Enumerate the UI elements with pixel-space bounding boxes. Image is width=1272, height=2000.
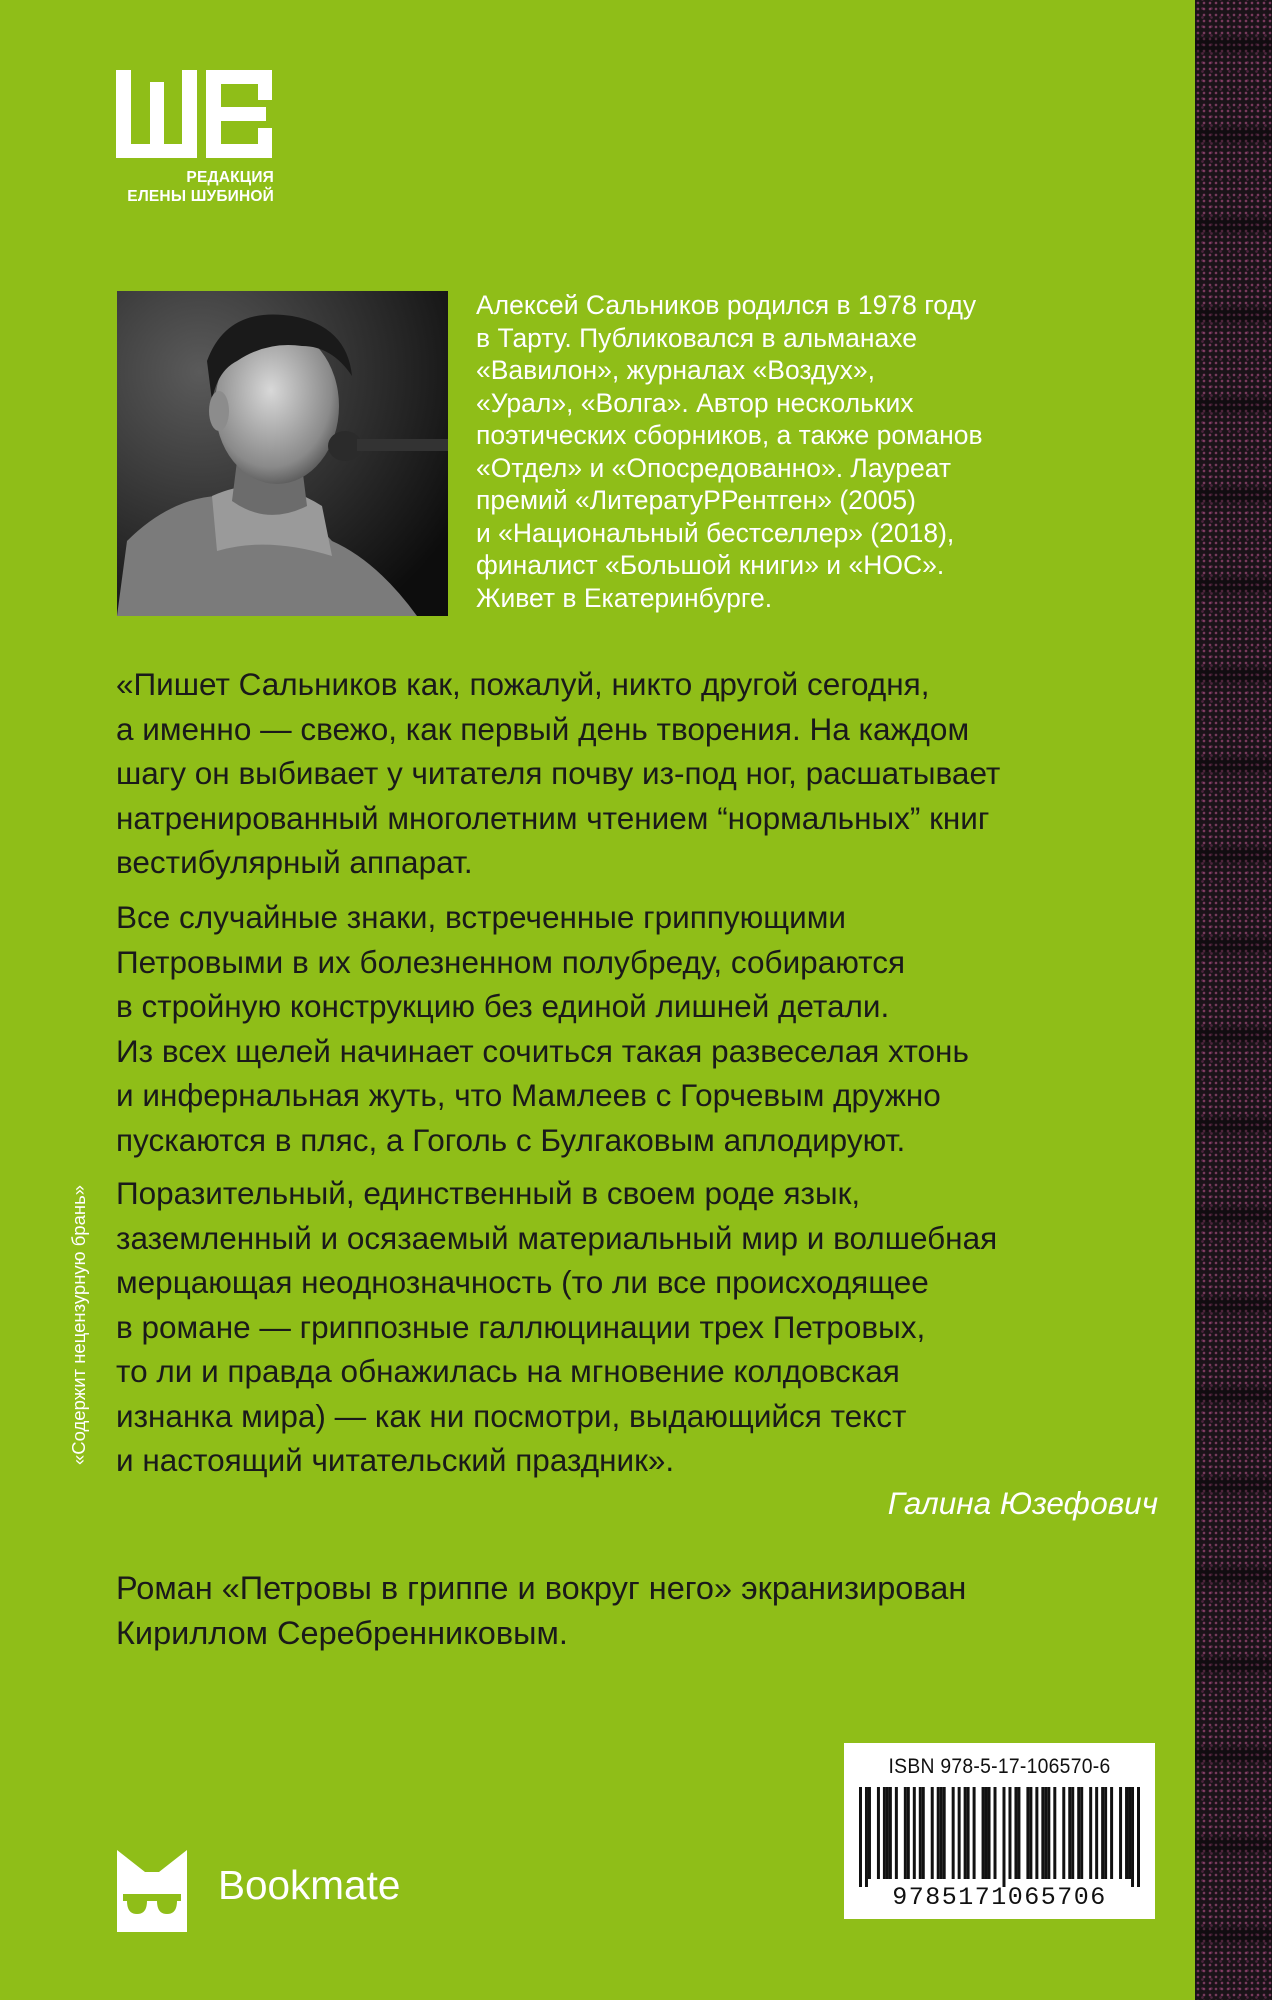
- barcode-bar: [1104, 1787, 1107, 1879]
- barcode-digits: 9785171065706: [892, 1883, 1107, 1912]
- barcode-bar: [964, 1787, 967, 1879]
- barcode-bar: [931, 1787, 934, 1879]
- author-bio: [476, 289, 1096, 614]
- bio-line: Живет в Екатеринбурге.: [476, 582, 773, 613]
- barcode-bar: [907, 1787, 910, 1879]
- barcode-bar: [1014, 1787, 1017, 1879]
- review-line: Поразительный, единственный в своем роде язык,: [116, 1175, 861, 1211]
- barcode-bar: [1128, 1787, 1131, 1879]
- barcode-bar: [1029, 1787, 1032, 1879]
- review-line: и настоящий читательский праздник».: [116, 1442, 675, 1478]
- barcode-bar: [1047, 1787, 1050, 1879]
- barcode-bar: [982, 1787, 985, 1879]
- barcode-bar: [1125, 1787, 1128, 1879]
- isbn-label: ISBN 978-5-17-106570-6: [888, 1755, 1111, 1778]
- bio-line: премий «ЛитератуРРентген» (2005): [476, 485, 916, 515]
- barcode-bar: [1053, 1787, 1056, 1879]
- author-photo: [117, 291, 448, 616]
- barcode-bar: [1035, 1787, 1038, 1879]
- barcode-bar: [868, 1787, 871, 1879]
- barcode-bar: [1017, 1787, 1020, 1879]
- barcode-bar: [865, 1787, 868, 1887]
- bio-line: в Тарту. Публиковался в альманахе: [476, 322, 917, 353]
- barcode-bar: [1101, 1787, 1104, 1879]
- barcode-bar: [889, 1787, 892, 1879]
- publisher-logo-icon: [116, 70, 276, 160]
- barcode-bar: [1044, 1787, 1047, 1879]
- review-line: и инфернальная жуть, что Мамлеев с Горчевым дружно: [116, 1077, 941, 1113]
- review-line: в стройную конструкцию без единой лишней детали.: [116, 988, 890, 1024]
- barcode-bar: [952, 1787, 955, 1879]
- content-warning-text: «Содержит нецензурную брань»: [68, 1184, 89, 1466]
- barcode-bar: [1008, 1787, 1011, 1879]
- barcode-bar: [922, 1787, 925, 1879]
- content-warning: [59, 1120, 99, 1530]
- barcode-bar: [1089, 1787, 1092, 1879]
- bio-line: «Отдел» и «Опосредованно». Лауреат: [476, 452, 951, 483]
- barcode-bar: [877, 1787, 880, 1879]
- logo-line-1: РЕДАКЦИЯ: [186, 169, 274, 186]
- review-paragraph-1: [116, 662, 1196, 885]
- bio-line: Алексей Сальников родился в 1978 году: [476, 290, 977, 320]
- barcode-bar: [895, 1787, 898, 1879]
- review-line: изнанка мира) — как ни посмотри, выдающийся текст: [116, 1397, 907, 1434]
- bio-line: и «Национальный бестселлер» (2018),: [476, 517, 955, 548]
- barcode-bar: [1095, 1787, 1098, 1879]
- note-line: Кириллом Серебренниковым.: [116, 1614, 568, 1651]
- barcode-bar: [1062, 1787, 1065, 1879]
- note-line: Роман «Петровы в гриппе и вокруг него» экранизирован: [116, 1570, 967, 1606]
- barcode-bar: [1026, 1787, 1029, 1879]
- barcode-bar: [937, 1787, 940, 1879]
- barcode-bar: [1110, 1787, 1113, 1879]
- barcode-bar: [973, 1787, 976, 1879]
- barcode-bar: [1131, 1787, 1134, 1887]
- spine-pattern: [1195, 0, 1272, 2000]
- barcode-bar: [994, 1787, 997, 1879]
- barcode-bar: [985, 1787, 988, 1879]
- barcode-bar: [1080, 1787, 1083, 1879]
- review-line: Петровыми в их болезненном полубреду, собираются: [116, 943, 906, 980]
- barcode-bar: [1071, 1787, 1074, 1879]
- review-paragraph-3: [116, 1171, 1196, 1483]
- review-line: Все случайные знаки, встреченные гриппующими: [116, 899, 847, 935]
- barcode-bar: [1041, 1787, 1044, 1879]
- review-line: мерцающая неоднозначность (то ли все происходящее: [116, 1264, 929, 1300]
- publisher-name: Bookmate: [218, 1862, 401, 1908]
- review-line: пускаются в пляс, а Гоголь с Булгаковым аплодируют.: [116, 1121, 906, 1158]
- review-line: натренированный многолетним чтением “нормальных” книг: [116, 799, 990, 836]
- barcode-bar: [988, 1787, 991, 1879]
- barcode-bar: [1068, 1787, 1071, 1879]
- review-line: а именно — свежо, как первый день творения. На каждом: [116, 710, 970, 747]
- logo-line-2: ЕЛЕНЫ ШУБИНОЙ: [127, 188, 274, 205]
- film-adaptation-note: [116, 1566, 1176, 1655]
- review-line: Из всех щелей начинает сочиться такая развеселая хтонь: [116, 1032, 969, 1069]
- barcode-bar: [1077, 1787, 1080, 1879]
- barcode-bar: [883, 1787, 886, 1879]
- barcode-bar: [904, 1787, 907, 1879]
- barcode-bar: [940, 1787, 943, 1879]
- review-signature: Галина Юзефович: [887, 1485, 1158, 1521]
- review-line: в романе — гриппозные галлюцинации трех Петровых,: [116, 1308, 926, 1345]
- bio-line: поэтических сборников, а также романов: [476, 420, 983, 450]
- bio-line: «Урал», «Волга». Автор нескольких: [476, 387, 914, 418]
- barcode-bar: [958, 1787, 961, 1879]
- barcode-bar: [1137, 1787, 1140, 1887]
- barcode-bar: [859, 1787, 862, 1887]
- review-line: вестибулярный аппарат.: [116, 844, 473, 880]
- barcode-bar: [913, 1787, 916, 1879]
- barcode-icon: [859, 1787, 1140, 1887]
- review-paragraph-2: [116, 895, 1196, 1162]
- barcode-bar: [1119, 1787, 1122, 1879]
- review-line: заземленный и осязаемый материальный мир и волшебная: [116, 1219, 998, 1256]
- isbn-barcode-block: [844, 1743, 1155, 1919]
- barcode-bar: [967, 1787, 970, 1879]
- bio-line: финалист «Большой книги» и «НОС».: [476, 550, 945, 580]
- barcode-bar: [886, 1787, 889, 1879]
- barcode-bar: [943, 1787, 946, 1879]
- bookmate-cat-icon: [117, 1850, 187, 1932]
- barcode-bar: [1002, 1787, 1005, 1887]
- barcode-bar: [919, 1787, 922, 1879]
- publisher-logo-caption: [116, 168, 274, 206]
- bio-line: «Вавилон», журналах «Воздух»,: [476, 355, 876, 385]
- review-line: «Пишет Сальников как, пожалуй, никто другой сегодня,: [116, 666, 930, 702]
- review-line: то ли и правда обнажилась на мгновение колдовская: [116, 1353, 900, 1389]
- review-line: шагу он выбивает у читателя почву из-под ног, расшатывает: [116, 755, 1001, 791]
